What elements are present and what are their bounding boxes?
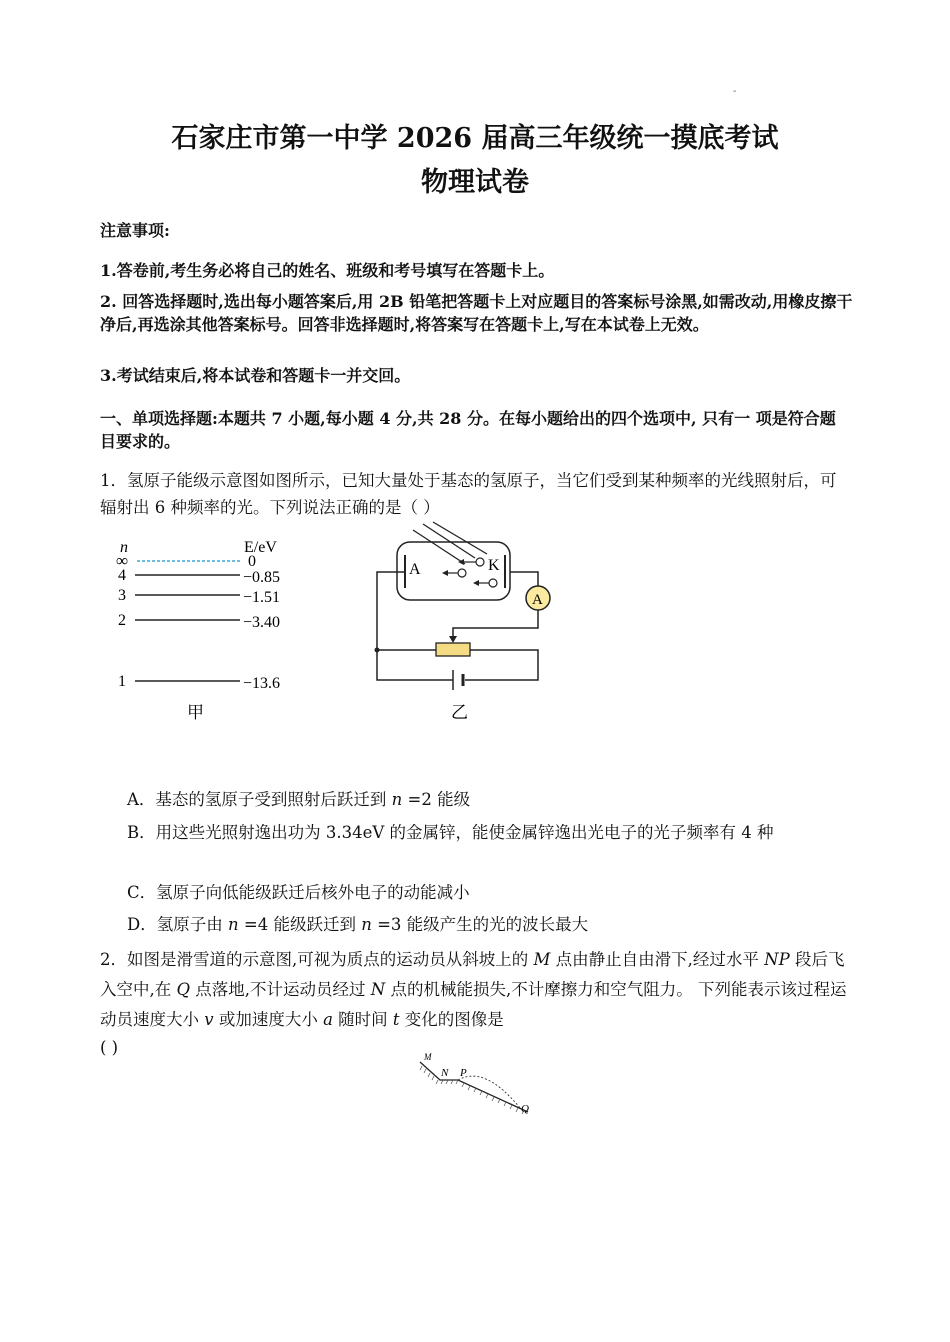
q1-option-a: A．基态的氢原子受到照射后跃迁到 n =2 能级 — [127, 790, 471, 809]
level-n-label: 2 — [118, 612, 126, 629]
slider-pointer — [449, 636, 457, 643]
ammeter-label: A — [532, 592, 543, 608]
q1-option-c: C．氢原子向低能级跃迁后核外电子的动能减小 — [127, 883, 470, 902]
notice-item-2: 2. 回答选择题时,选出每小题答案后,用 2B 铅笔把答题卡上对应题目的答案标号涂黑,如需改动,用橡皮擦干净后,再选涂其他答案标号。回答非选择题时,将答案写在答题卡上,写在本试卷上无效。 — [100, 292, 853, 334]
point-m-label: M — [424, 1052, 432, 1062]
figure-jia-caption: 甲 — [187, 703, 204, 722]
notice-item-1: 1.答卷前,考生务必将自己的姓名、班级和考号填写在答题卡上。 — [100, 261, 555, 280]
plate-k-label: K — [488, 557, 500, 574]
energy-axis-label: E/eV — [244, 539, 277, 556]
photoelectric-circuit-diagram — [365, 520, 565, 725]
wire — [465, 650, 538, 680]
electron — [476, 558, 484, 566]
level-energy-label: −0.85 — [243, 569, 281, 586]
electron — [458, 569, 466, 577]
exam-title: 石家庄市第一中学 2026 届高三年级统一摸底考试 — [171, 123, 779, 154]
rheostat — [436, 643, 470, 656]
plate-a-label: A — [409, 561, 421, 578]
point-q-label: Q — [521, 1103, 529, 1115]
electron-arrow-head — [442, 570, 448, 576]
wire — [510, 572, 538, 586]
q1-option-d: D．氢原子由 n =4 能级跃迁到 n =3 能级产生的光的波长最大 — [127, 915, 589, 934]
q2-stem: 2．如图是滑雪道的示意图,可视为质点的运动员从斜坡上的 M 点由静止自由滑下,经过水平 NP 段后飞入空中,在 Q 点落地,不计运动员经过 N 点的机械能损失,不计摩擦力和空气阻力。 下列能表示该过程运动员速度大小 v 或加速度大小 a 随时间 t 变化的图像是 — [100, 950, 847, 1029]
notice-item-3: 3.考试结束后,将本试卷和答题卡一并交回。 — [100, 366, 411, 385]
n-axis-label: n — [120, 539, 128, 556]
page-dot: - — [733, 86, 737, 97]
electron-arrow-head — [473, 580, 479, 586]
level-energy-label: −1.51 — [243, 589, 281, 606]
energy-level-diagram — [105, 535, 320, 725]
electron — [489, 579, 497, 587]
point-n-label: N — [441, 1067, 449, 1079]
notice-heading: 注意事项: — [100, 221, 170, 240]
figure-yi-caption: 乙 — [451, 703, 468, 722]
wire — [453, 610, 538, 640]
level-energy-label: −3.40 — [243, 614, 281, 631]
level-energy-label: −13.6 — [243, 675, 281, 692]
slope-surface — [420, 1062, 528, 1112]
level-n-label: 3 — [118, 587, 126, 604]
slope-hatching — [420, 1066, 524, 1114]
q1-option-b: B．用这些光照射逸出功为 3.34eV 的金属锌，能使金属锌逸出光电子的光子频率有 4 种 — [127, 823, 774, 842]
level-n-label: 1 — [118, 673, 126, 690]
flight-trajectory — [458, 1076, 520, 1108]
level-n-label: ∞ — [116, 551, 129, 570]
subject-title: 物理试卷 — [421, 167, 529, 198]
level-n-label: 4 — [118, 567, 126, 584]
q2-answer-paren: ( ) — [100, 1038, 119, 1057]
wire — [377, 572, 405, 650]
ski-slope-diagram — [410, 1050, 545, 1125]
light-ray — [433, 522, 487, 554]
q1-stem: 1．氢原子能级示意图如图所示，已知大量处于基态的氢原子，当它们受到某种频率的光线照射后，可辐射出 6 种频率的光。下列说法正确的是（ ） — [100, 471, 837, 517]
point-p-label: P — [460, 1067, 467, 1079]
section-1-heading: 一、单项选择题:本题共 7 小题,每小题 4 分,共 28 分。在每小题给出的四个选项中, 只有一 项是符合题目要求的。 — [100, 409, 836, 451]
level-energy-label: 0 — [248, 553, 256, 570]
